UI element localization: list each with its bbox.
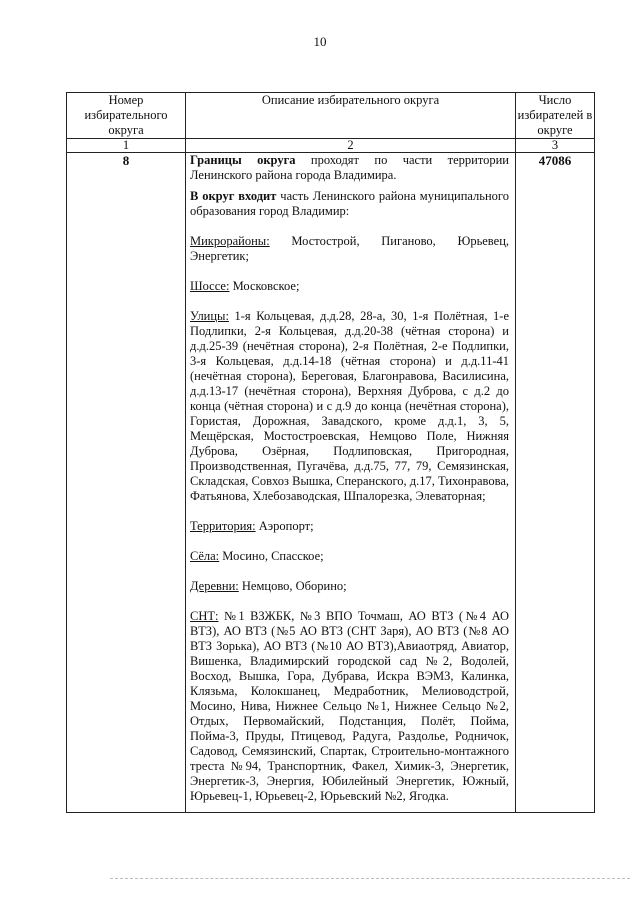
includes-text: часть Ленинского района муниципального образования город Владимир: [190, 189, 510, 218]
table-header-row [67, 93, 595, 139]
villages-paragraph [190, 549, 509, 564]
microdistricts-label: Микрорайоны: [190, 234, 270, 248]
column-number-3: 3 [516, 139, 595, 153]
streets-paragraph [190, 309, 509, 504]
district-table [66, 92, 595, 813]
includes-label: В округ входит [190, 189, 277, 203]
header-number: Номер избирательного округа [67, 93, 186, 139]
column-number-1: 1 [67, 139, 186, 153]
microdistricts-text: Мостострой, Пиганово, Юрьевец, Энергетик; [190, 234, 510, 263]
boundaries-paragraph [190, 153, 509, 183]
boundaries-text: проходят по части территории Ленинского района города Владимира. [190, 153, 509, 182]
territory-label: Территория: [190, 519, 256, 533]
voters-count: 47086 [516, 153, 595, 813]
snt-label: СНТ: [190, 609, 219, 623]
hamlets-paragraph [190, 579, 509, 594]
hamlets-label: Деревни: [190, 579, 239, 593]
territory-text: Аэропорт; [258, 519, 314, 533]
header-voters: Число избирателей в округе [516, 93, 595, 139]
highways-paragraph [190, 279, 509, 294]
territory-paragraph [190, 519, 509, 534]
highways-text: Московское; [232, 279, 300, 293]
includes-paragraph [190, 189, 509, 219]
page-bottom-rule [110, 878, 630, 879]
villages-label: Сёла: [190, 549, 220, 563]
snt-text: №1 ВЗЖБК, №3 ВПО Точмаш, АО ВТЗ (№4 АО ВТЗ), АО ВТЗ (№5 АО ВТЗ (СНТ Заря), АО ВТЗ (№8 АО ВТЗ Зорька), АО ВТЗ (№10 АО ВТЗ),Авиаотряд, Авиатор, Вишенка, Владимирский городской сад №2, Водолей, Восход, Вышка, Гора, Дубрава, Искра ВЭМЗ, Калинка, Клязьма, Колокшанец, Медработник, Мелиоводстрой, Мосино, Нива, Нижнее Сельцо №1, Нижнее Сельцо №2, Отдых, Первомайский, Подстанция, Полёт, Пойма, Пойма-3, Пруды, Птицевод, Радуга, Раздолье, Родничок, Садовод, Семязинский, Спартак, Строительно-монтажного треста №94, Транспортник, Факел, Химик-3, Энергетик, Энергетик-3, Энергия, Юбилейный Энергетик, Южный, Юрьевец-1, Юрьевец-2, Юрьевский №2, Ягодка. [190, 609, 509, 803]
highways-label: Шоссе: [190, 279, 230, 293]
streets-label: Улицы: [190, 309, 229, 323]
microdistricts-paragraph [190, 234, 509, 264]
streets-text: 1-я Кольцевая, д.д.28, 28-а, 30, 1-я Полётная, 1-е Подлипки, 2-я Кольцевая, д.д.20-38 (чётная сторона) и д.д.25-39 (нечётная сторона), 2-я Полётная, 2-е Подлипки, 3-я Кольцевая, д.д.14-18 (чётная сторона) и д.д.11-41 (нечётная сторона), Береговая, Благонравова, Василисина, д.д.13-17 (нечётная сторона), Верхняя Дуброва, с д.2 до конца (чётная сторона) и с д.9 до конца (нечётная сторона), Гористая, Дорожная, Завадского, кроме д.д.1, 3, 5, Мещёрская, Мостостроевская, Немцово Поле, Нижняя Дуброва, Озёрная, Подлиповская, Пригородная, Производственная, Пугачёва, д.д.75, 77, 79, Семязинская, Складская, Совхоз Вышка, Сперанского, д.17, Тихонравова, Фатьянова, Хлебозаводская, Шпалорезка, Элеваторная; [190, 309, 510, 503]
column-number-2: 2 [186, 139, 516, 153]
column-number-row [67, 139, 595, 153]
district-description [186, 153, 516, 813]
header-description: Описание избирательного округа [186, 93, 516, 139]
page-number: 10 [313, 34, 327, 49]
table-row [67, 153, 595, 813]
hamlets-text: Немцово, Оборино; [241, 579, 347, 593]
villages-text: Мосино, Спасское; [222, 549, 324, 563]
boundaries-label: Границы округа [190, 153, 296, 167]
snt-paragraph [190, 609, 509, 804]
district-number: 8 [67, 153, 186, 813]
